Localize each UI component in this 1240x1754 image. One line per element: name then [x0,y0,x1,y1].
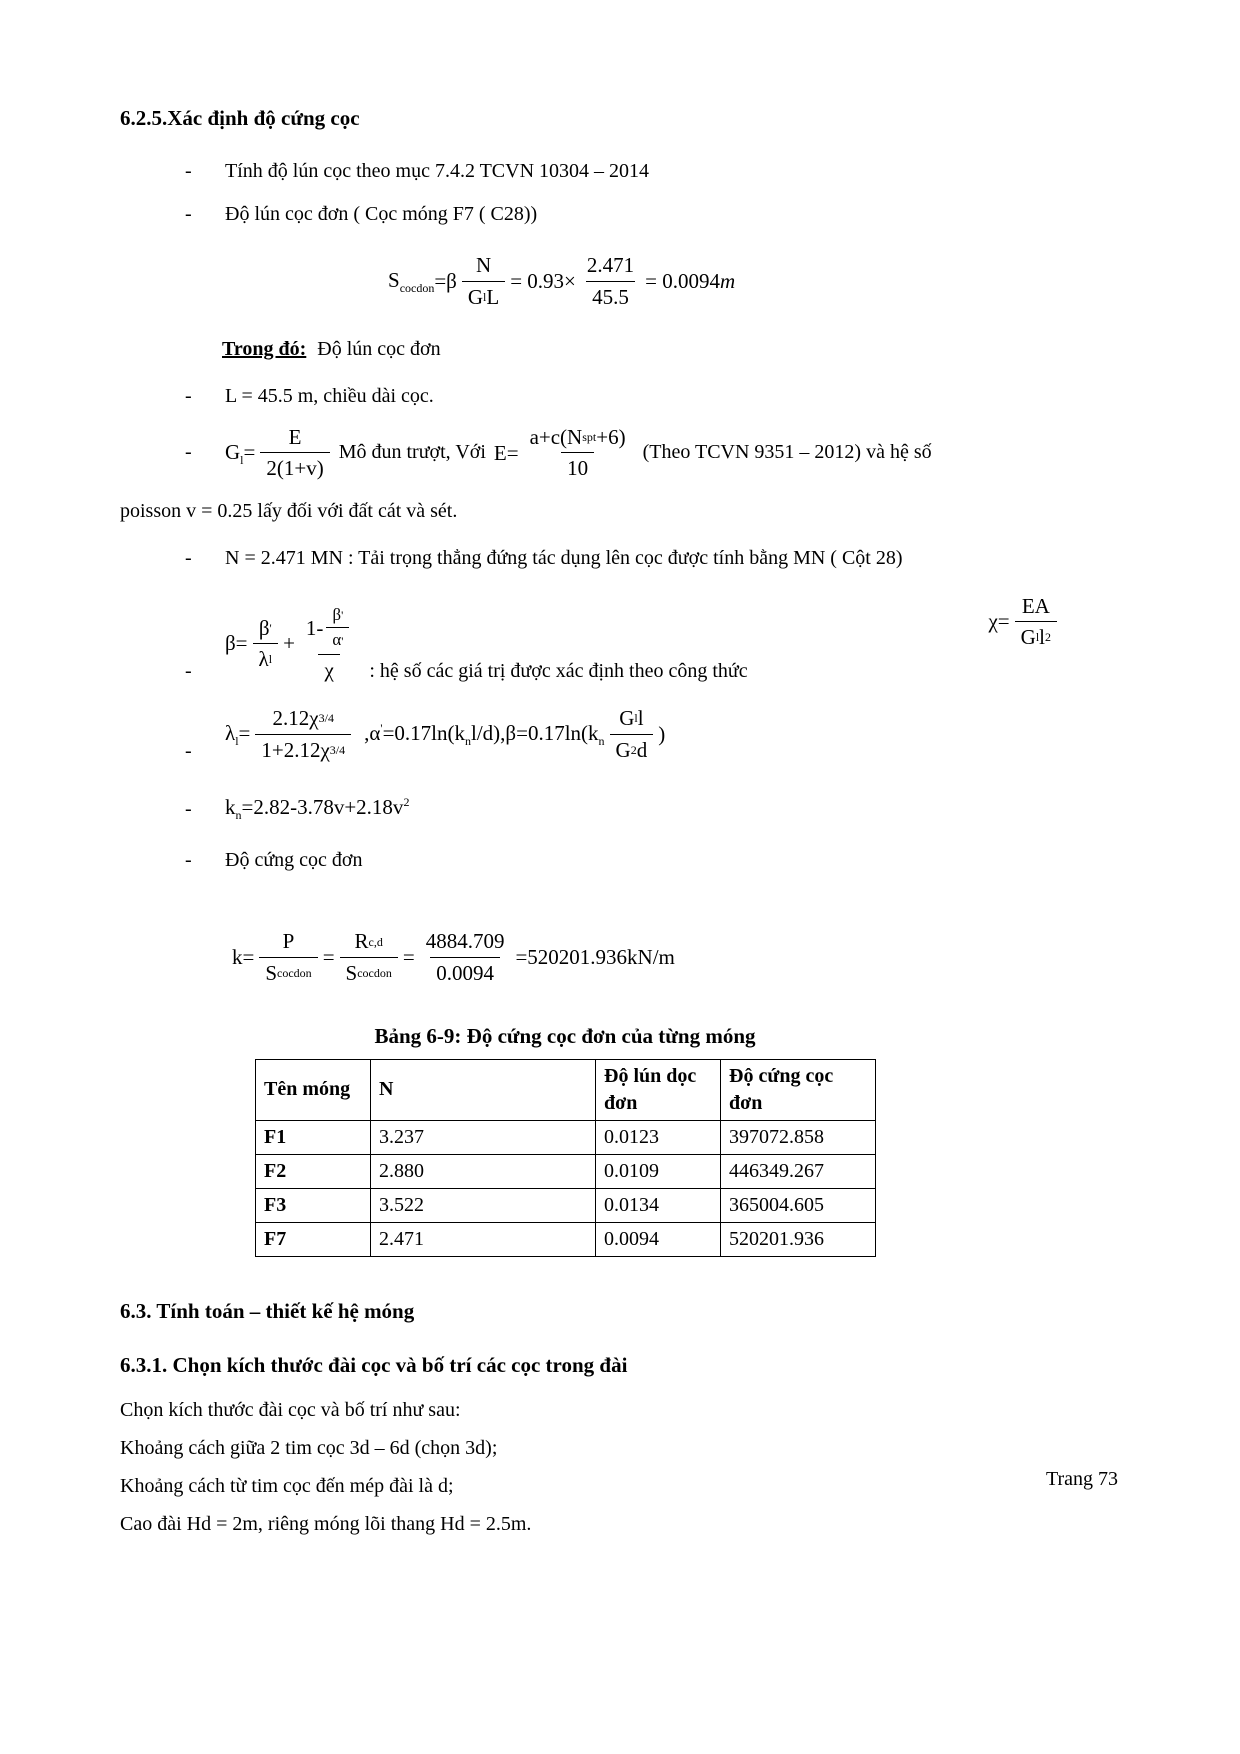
bullet-dash: - [185,203,192,226]
formula-token: S [388,268,400,292]
formula-kn [225,793,409,823]
formula-token: S [345,960,358,985]
bullet-item [185,545,1120,572]
table-cell: 446349.267 [721,1154,876,1188]
formula-token: β [258,615,270,640]
formula-beta [225,602,748,686]
table-cell: 0.0123 [596,1120,721,1154]
formula-token: + [283,631,295,656]
table-cell: 0.0109 [596,1154,721,1188]
formula-subscript: cocdon [399,281,435,296]
frac-numerator: 4884.709 [425,929,505,954]
formula-text: : hệ số các giá trị được xác định theo công thức [369,660,748,683]
formula-token: = [402,945,415,970]
frac-numerator [253,613,278,643]
formula-subscript: l [483,289,487,304]
table-caption: Bảng 6-9: Độ cứng cọc đơn của từng móng [374,1024,756,1049]
table-cell: 365004.605 [721,1188,876,1222]
page-number: Trang 73 [1045,1468,1118,1490]
frac-numerator [613,703,649,733]
formula-token: 2.12χ [272,706,319,731]
frac-numerator [300,602,358,654]
formula-token: = [238,721,251,746]
bullet-item [185,201,1120,228]
formula-token: α [332,630,342,650]
formula-superscript: 3/4 [318,711,334,726]
formula-lambda-row [185,703,1120,765]
fraction [326,603,349,653]
formula-subscript: l [240,452,244,467]
frac-denominator: 45.5 [586,281,635,312]
formula-token: S [265,960,278,985]
formula-shear-modulus [185,422,1120,484]
table-cell: 3.522 [371,1188,596,1222]
fraction [253,613,279,675]
bullet-dash: - [185,798,192,821]
formula-token: l [637,706,644,731]
table-header-row [256,1059,876,1120]
formula-token: =2.82-3.78v+2.18v [241,795,404,820]
formula-token: ,α [364,721,381,746]
frac-denominator [610,734,654,765]
paragraph: Cao đài Hd = 2m, riêng móng lõi thang Hd = 2.5m. [120,1513,532,1536]
formula-beta-row [185,593,1120,686]
formula-token: G [225,439,241,464]
formula-subscript: cocdon [357,965,392,980]
frac-numerator: P [282,929,295,954]
table-cell: F3 [256,1188,371,1222]
bullet-dash: - [185,849,192,872]
fraction [420,926,511,988]
formula-token: β [332,604,342,624]
formula-token: k= [232,945,255,970]
formula-token [225,438,255,468]
formula-subscript: cocdon [277,965,312,980]
formula-token: β= [225,631,248,656]
formula-subscript: n [465,734,471,749]
bullet-text: Độ cứng cọc đơn [225,849,363,872]
table-cell: 520201.936 [721,1222,876,1256]
formula-token [388,266,434,296]
formula-settlement [388,250,735,312]
paragraph: Khoảng cách từ tim cọc đến mép đài là d; [120,1475,454,1498]
formula-token: L [486,284,500,309]
frac-numerator [327,603,350,628]
formula-superscript: 2 [1045,630,1051,645]
frac-numerator [267,703,340,733]
formula-token: a+c(N [529,425,583,450]
table-header-cell: N [371,1059,596,1120]
bullet-item [185,383,1120,410]
frac-denominator [462,281,505,312]
formula-token: =0.17ln(k [382,721,465,746]
fraction [255,703,351,765]
formula-token: l/d),β=0.17ln(k [471,721,599,746]
fraction [462,250,505,312]
formula-subscript: 2 [630,742,637,757]
frac-denominator [340,957,398,988]
bullet-text: Tính độ lún cọc theo mục 7.4.2 TCVN 10304 – 2014 [225,160,650,183]
formula-token: =520201.936kN/m [515,945,675,970]
formula-token: G [467,284,484,309]
table-header-cell: Độ cứng cọc đơn [721,1059,876,1120]
formula-superscript: 3/4 [329,742,346,757]
paragraph-poisson: poisson v = 0.25 lấy đối với đất cát và sét. [120,499,458,522]
formula-token: ) [658,722,666,747]
formula-subscript: spt [582,430,597,445]
frac-denominator [259,957,317,988]
formula-token: l [1039,625,1045,650]
formula-subscript: l [268,652,273,667]
paragraph: Khoảng cách giữa 2 tim cọc 3d – 6d (chọn 3d); [120,1437,498,1460]
frac-numerator [524,422,632,452]
trong-do-text: Độ lún cọc đơn [317,338,441,361]
table-row [256,1188,876,1222]
formula-token: = 0.0094 [645,269,720,294]
formula-chi [988,591,1062,653]
fraction [259,926,317,988]
trong-do-label: Trong đó: [222,338,307,361]
formula-token: λ [258,647,269,672]
formula-subscript: n [235,808,242,823]
formula-token: +6) [596,425,626,450]
table-cell: 3.237 [371,1120,596,1154]
table-cell: 0.0134 [596,1188,721,1222]
bullet-text: N = 2.471 MN : Tải trọng thẳng đứng tác dụng lên cọc được tính bằng MN ( Cột 28) [225,546,903,569]
frac-denominator [326,627,349,653]
fraction [524,422,632,484]
formula-token: = [322,945,335,970]
table-cell: 2.471 [371,1222,596,1256]
table-header-cell: Tên móng [256,1059,371,1120]
frac-numerator: N [475,253,492,278]
table-cell: 397072.858 [721,1120,876,1154]
bullet-dash: - [185,740,192,763]
formula-token: χ= [988,609,1010,634]
bullet-dash: - [185,441,192,464]
formula-subscript: n [598,734,605,749]
fraction [1015,591,1057,653]
section-heading-6-3-1: 6.3.1. Chọn kích thước đài cọc và bố trí các cọc trong đài [120,1352,628,1377]
stiffness-table [255,1059,876,1257]
formula-token: G [1020,625,1036,650]
formula-text: (Theo TCVN 9351 – 2012) và hệ số [642,441,932,464]
formula-token: 1- [305,615,324,640]
bullet-dash: - [185,660,192,683]
frac-numerator: EA [1021,593,1050,618]
formula-g [225,422,932,484]
formula-token: k [225,795,236,820]
table-header-cell: Độ lún dọc đơn [596,1059,721,1120]
paragraph: Chọn kích thước đài cọc và bố trí như sau: [120,1399,461,1422]
formula-text: Mô đun trượt, Với [338,441,486,464]
formula-token: G [615,737,631,762]
section-heading-6-3: 6.3. Tính toán – thiết kế hệ móng [120,1298,415,1323]
frac-denominator: 10 [561,452,594,483]
formula-superscript: ' [269,620,272,635]
frac-numerator [349,926,389,956]
frac-denominator [1015,621,1057,652]
table-cell: 2.880 [371,1154,596,1188]
trong-do-line [222,336,1120,363]
bullet-item [185,847,1120,874]
formula-token: d [636,737,648,762]
formula-lambda [225,703,665,765]
bullet-dash: - [185,546,192,569]
formula-superscript: ' [341,633,344,648]
formula-stiffness [232,926,675,988]
formula-subscript: c,d [368,934,383,949]
frac-denominator: 0.0094 [430,957,500,988]
formula-token: G [619,706,635,731]
formula-subscript: l [1035,630,1040,645]
formula-token: λ [225,721,236,746]
bullet-item [185,158,1120,185]
formula-token: = [243,439,256,464]
frac-denominator [253,643,279,674]
formula-unit: m [720,269,736,294]
bullet-text: Độ lún cọc đơn ( Cọc móng F7 ( C28)) [225,203,538,226]
formula-subscript: l [235,734,239,749]
table-cell: 0.0094 [596,1222,721,1256]
table-cell: F1 [256,1120,371,1154]
fraction [340,926,398,988]
bullet-dash: - [185,385,192,408]
fraction [300,602,358,686]
frac-denominator: χ [318,654,339,685]
formula-superscript: ' [380,721,383,736]
formula-kn-row [185,793,1120,823]
frac-numerator: 2.471 [586,253,635,278]
formula-token: E= [493,440,519,465]
frac-denominator: 2(1+v) [260,452,329,483]
formula-token: R [354,929,369,954]
frac-denominator [255,734,351,765]
table-row [256,1222,876,1256]
formula-subscript: l [634,711,638,726]
frac-numerator: E [288,425,302,450]
section-heading-6-2-5: 6.2.5.Xác định độ cứng cọc [120,106,360,130]
table-row [256,1120,876,1154]
table-cell: F2 [256,1154,371,1188]
table-row [256,1154,876,1188]
bullet-text: L = 45.5 m, chiều dài cọc. [225,385,434,408]
formula-token: =β [434,269,457,294]
formula-token [225,719,250,749]
table-cell: F7 [256,1222,371,1256]
formula-token [364,719,604,749]
fraction [260,422,329,484]
formula-superscript: ' [341,607,344,622]
formula-token: = 0.93× [510,269,576,294]
formula-token [225,793,409,823]
bullet-dash: - [185,160,192,183]
formula-token: 1+2.12χ [261,737,330,762]
formula-superscript: 2 [403,795,410,810]
fraction [581,250,640,312]
fraction [610,703,654,765]
